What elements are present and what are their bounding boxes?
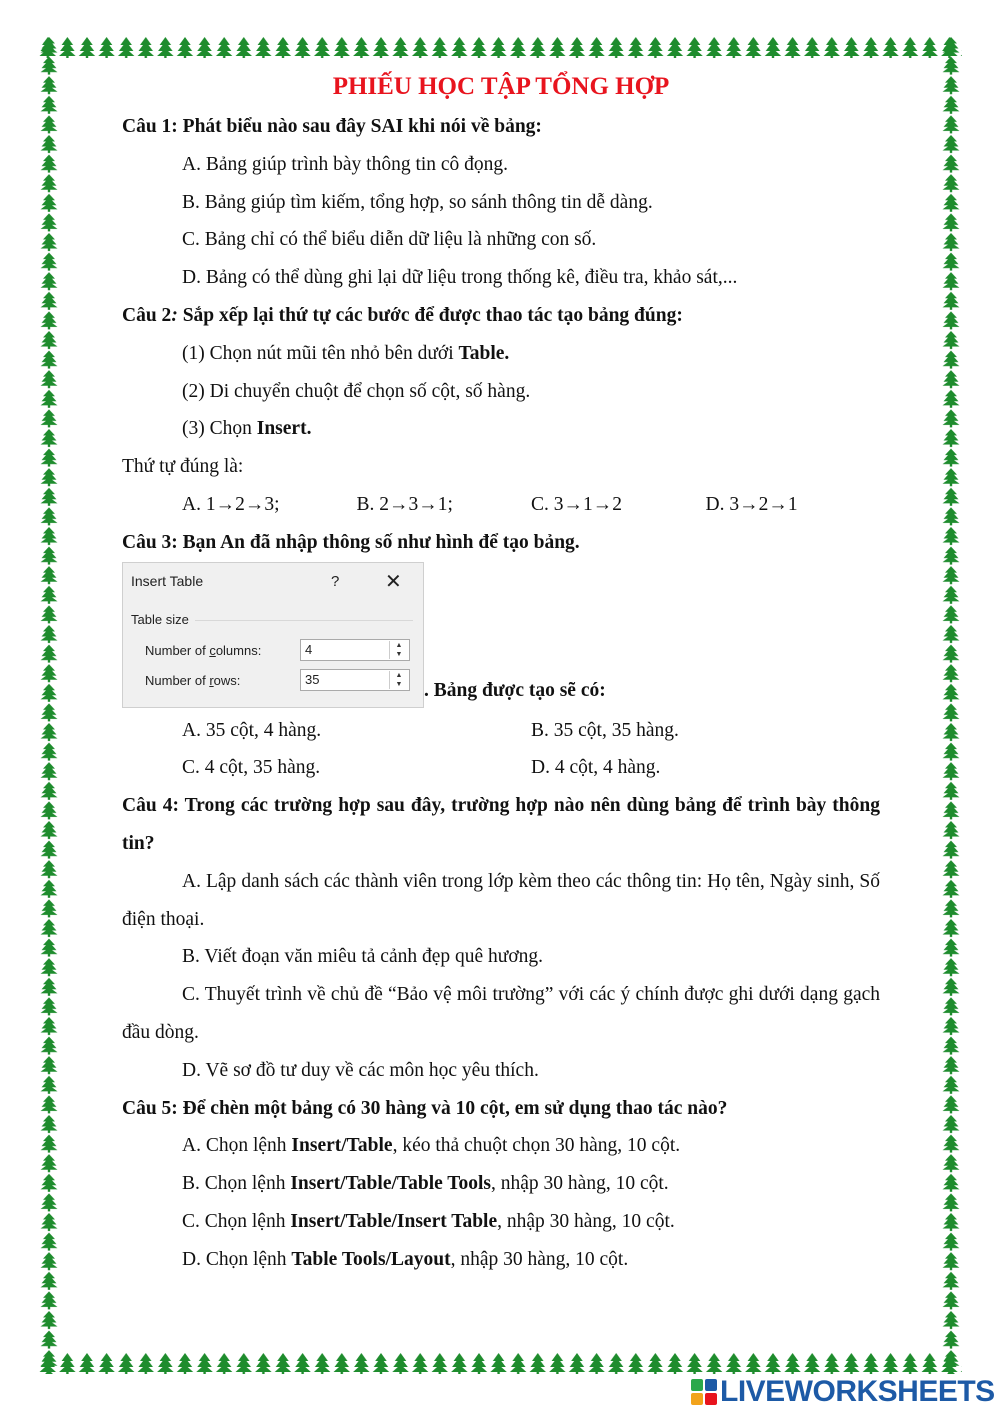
columns-value: 4 bbox=[305, 641, 313, 657]
q2-step-1-bold: Table. bbox=[458, 342, 510, 364]
question-2 bbox=[122, 297, 880, 335]
q4-option-d[interactable]: D. Vẽ sơ đồ tư duy về các môn học yêu thích. bbox=[182, 1059, 539, 1081]
table-size-label: Table size bbox=[131, 611, 189, 627]
q4-option-a[interactable]: A. Lập danh sách các thành viên trong lớp kèm theo các thông tin: Họ tên, Ngày sinh, Số điện thoại. bbox=[122, 870, 880, 930]
watermark-text: LIVEWORKSHEETS bbox=[720, 1375, 995, 1408]
liveworksheets-watermark bbox=[690, 1376, 995, 1408]
q2-option-b[interactable]: B. 2→3→1; bbox=[356, 493, 453, 515]
question-1: Câu 1: Phát biểu nào sau đây SAI khi nói về bảng: bbox=[122, 116, 542, 137]
q5-a-pre: A. Chọn lệnh bbox=[182, 1135, 292, 1157]
q5-b-bold: Insert/Table/Table Tools bbox=[290, 1173, 492, 1195]
q1-option-c[interactable]: C. Bảng chỉ có thể biểu diễn dữ liệu là những con số. bbox=[182, 229, 597, 251]
q5-option-b[interactable] bbox=[122, 1165, 880, 1203]
rows-value: 35 bbox=[305, 671, 320, 687]
q5-option-a[interactable] bbox=[122, 1127, 880, 1165]
columns-input bbox=[300, 639, 410, 661]
rows-spinner-icon: ▲ ▼ bbox=[389, 671, 408, 689]
q3-figure bbox=[122, 562, 880, 712]
q2-label: Câu 2 bbox=[122, 304, 172, 326]
tree-border-top bbox=[38, 36, 962, 58]
q5-d-post: , nhập 30 hàng, 10 cột. bbox=[450, 1248, 629, 1270]
q2-option-a[interactable]: A. 1→2→3; bbox=[182, 493, 280, 515]
q3-options-row-2 bbox=[122, 749, 880, 787]
columns-label-accel: c bbox=[209, 642, 216, 658]
columns-label bbox=[145, 643, 261, 658]
q5-c-pre: C. Chọn lệnh bbox=[182, 1210, 291, 1232]
liveworksheets-logo-icon bbox=[690, 1378, 718, 1406]
q5-option-c[interactable] bbox=[122, 1203, 880, 1241]
q2-step-1 bbox=[122, 335, 880, 373]
rows-label bbox=[145, 673, 240, 688]
q4-option-c[interactable]: C. Thuyết trình về chủ đề “Bảo vệ môi trường” với các ý chính được ghi dưới dạng gạch đầu dòng. bbox=[122, 984, 880, 1043]
q1-option-d[interactable]: D. Bảng có thể dùng ghi lại dữ liệu trong thống kê, điều tra, khảo sát,... bbox=[182, 267, 738, 289]
columns-label-post: olumns: bbox=[215, 642, 262, 658]
q5-d-pre: D. Chọn lệnh bbox=[182, 1248, 292, 1270]
q3-options-row-1 bbox=[122, 712, 880, 750]
q5-b-pre: B. Chọn lệnh bbox=[182, 1173, 291, 1195]
columns-label-pre: Number of bbox=[145, 642, 210, 658]
q2-option-d[interactable]: D. 3→2→1 bbox=[705, 493, 798, 515]
q2-step-3 bbox=[122, 410, 880, 448]
q1-option-b[interactable]: B. Bảng giúp tìm kiếm, tổng hợp, so sánh thông tin dễ dàng. bbox=[182, 191, 653, 213]
worksheet bbox=[122, 68, 880, 1279]
question-3: Câu 3: Bạn An đã nhập thông số như hình để tạo bảng. bbox=[122, 531, 580, 553]
insert-table-dialog bbox=[122, 562, 424, 708]
tree-border-left bbox=[38, 36, 60, 1374]
q2-options bbox=[122, 486, 880, 524]
q5-a-bold: Insert/Table bbox=[291, 1135, 393, 1157]
q2-text: Sắp xếp lại thứ tự các bước để được thao tác tạo bảng đúng: bbox=[177, 304, 683, 326]
q2-order-label: Thứ tự đúng là: bbox=[122, 456, 244, 478]
q3-option-d[interactable]: D. 4 cột, 4 hàng. bbox=[531, 757, 661, 779]
q2-step-2: (2) Di chuyển chuột để chọn số cột, số hàng. bbox=[182, 380, 531, 402]
q5-a-post: , kéo thả chuột chọn 30 hàng, 10 cột. bbox=[392, 1135, 681, 1157]
q5-c-post: , nhập 30 hàng, 10 cột. bbox=[497, 1210, 675, 1232]
q2-colon: : bbox=[171, 304, 178, 326]
columns-spinner-icon: ▲ ▼ bbox=[389, 641, 408, 659]
q2-step-1-text: (1) Chọn nút mũi tên nhỏ bên dưới bbox=[182, 342, 459, 364]
rows-label-pre: Number of bbox=[145, 672, 210, 688]
q3-option-b[interactable]: B. 35 cột, 35 hàng. bbox=[531, 719, 679, 741]
tree-border-right bbox=[940, 36, 962, 1374]
rows-input bbox=[300, 669, 410, 691]
q5-b-post: , nhập 30 hàng, 10 cột. bbox=[491, 1173, 669, 1195]
dialog-title: Insert Table bbox=[131, 572, 204, 589]
question-5: Câu 5: Để chèn một bảng có 30 hàng và 10 cột, em sử dụng thao tác nào? bbox=[122, 1097, 728, 1119]
q3-option-c[interactable]: C. 4 cột, 35 hàng. bbox=[182, 757, 321, 779]
page-title: PHIẾU HỌC TẬP TỔNG HỢP bbox=[332, 73, 670, 100]
question-4: Câu 4: Trong các trường hợp sau đây, trường hợp nào nên dùng bảng để trình bày thông tin? bbox=[122, 795, 880, 854]
q2-step-3-bold: Insert. bbox=[256, 418, 312, 440]
q1-option-a[interactable]: A. Bảng giúp trình bày thông tin cô đọng. bbox=[182, 153, 509, 175]
close-icon: ✕ bbox=[385, 570, 402, 593]
q3-caption: . Bảng được tạo sẽ có: bbox=[424, 679, 606, 701]
q3-option-a[interactable]: A. 35 cột, 4 hàng. bbox=[182, 719, 322, 741]
group-separator bbox=[195, 620, 413, 621]
help-icon: ? bbox=[331, 572, 340, 590]
q5-c-bold: Insert/Table/Insert Table bbox=[290, 1210, 498, 1232]
q5-d-bold: Table Tools/Layout bbox=[291, 1248, 451, 1270]
q2-option-c[interactable]: C. 3→1→2 bbox=[531, 493, 623, 515]
q5-option-d[interactable] bbox=[122, 1241, 880, 1279]
rows-label-post: ows: bbox=[213, 672, 241, 688]
q2-step-3-text: (3) Chọn bbox=[182, 418, 257, 440]
q4-option-b[interactable]: B. Viết đoạn văn miêu tả cảnh đẹp quê hương. bbox=[182, 946, 544, 968]
tree-border-bottom bbox=[38, 1352, 962, 1374]
rows-label-accel: r bbox=[209, 672, 214, 688]
